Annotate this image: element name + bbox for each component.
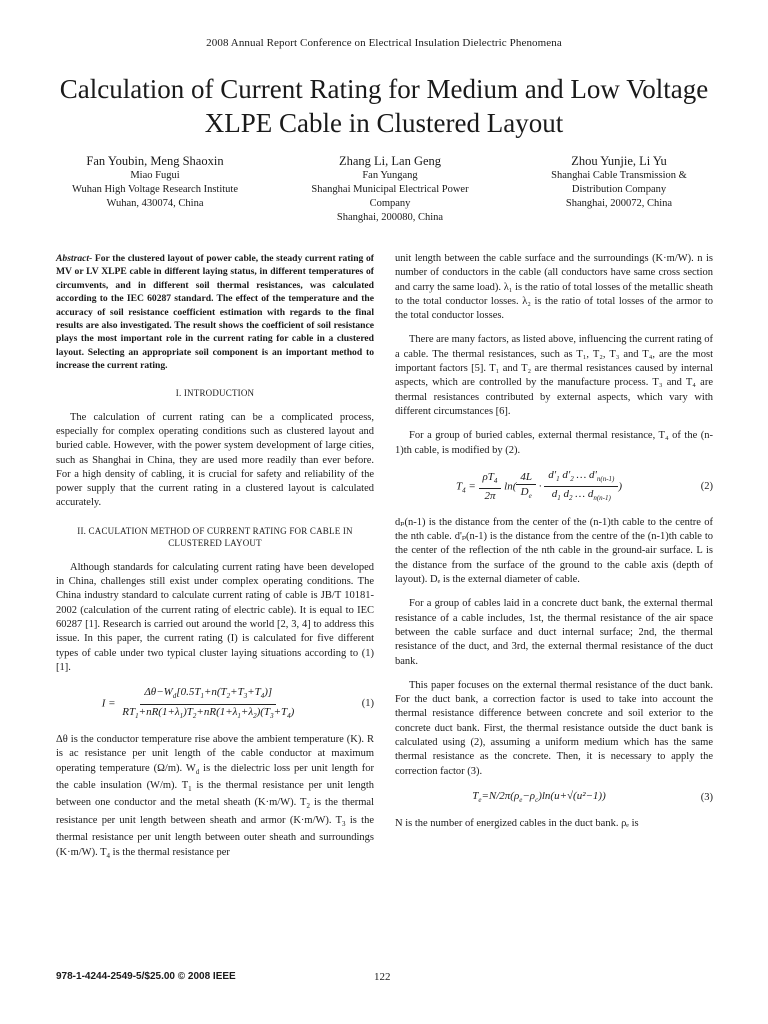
affiliation-line: Wuhan High Voltage Research Institute bbox=[72, 184, 238, 195]
author-names: Fan Youbin, Meng Shaoxin bbox=[86, 154, 224, 168]
affiliation-line: Company bbox=[369, 198, 411, 209]
equation-body: $T_e=N/2\pi(\rho_e-\rho_c)\ln(u+√(u^2-1))$ bbox=[472, 789, 606, 805]
paragraph: Although standards for calculating current rating have been developed in China, challenges still exist under complex operating conditions. The China industry standard to calculate current rating of cable is JB/T 10181-2002 (calculation of the current rating of electric cable). It is equal to IEC 60287 [1]. Research is carried out around the world [2, 3, 4] to address this issue. In this paper, the current rating (I) is calculated for five different types of cable under two typical cluster laying situations according to (1) [1]. bbox=[56, 561, 374, 673]
author-group-3 bbox=[510, 153, 728, 211]
author-line: Miao Fugui bbox=[130, 170, 180, 181]
paragraph: Δθ is the conductor temperature rise above the ambient temperature (K). R is ac resistance per unit length of the cable conductor at maximum operating temperature (Ω/m). $W_d$ is the dielectric loss per unit length for the cable insulation (W/m). $T_1$ is the thermal resistance per unit length between one conductor and the metal sheath (K·m/W). $T_2$ is the thermal resistance per unit length between sheath and armor (K·m/W). $T_3$ is the thermal resistance per unit length between outer sheath and surroundings (K·m/W). $T_4$ is the thermal resistance per bbox=[56, 734, 374, 860]
affiliation-line: Distribution Company bbox=[571, 184, 667, 195]
abstract bbox=[56, 252, 374, 373]
equation-body: I = $\frac{\Delta\theta-W_d[0.5T_1+n(T_2+T_3+T_4)]}{RT_1+nR(1+\lambda_1)T_2+nR(1+\lambda_1+\lambda_2)(T_3+T_4)}$ bbox=[101, 686, 295, 720]
paragraph: dₚ(n-1) is the distance from the center of the (n-1)th cable to the centre of the nth cable. d'ₚ(n-1) is the distance from the centre of the (n-1)th cable to the center of the reflection of the nth cable in the ground-air surface. L is the distance from the surface of the ground to the cable axis (depth of layout). Dₑ is the external diameter of cable. bbox=[395, 516, 713, 586]
equation-number: (2) bbox=[700, 480, 713, 492]
equation-number: (3) bbox=[700, 791, 713, 803]
section-heading-introduction: I. INTRODUCTION bbox=[175, 387, 255, 398]
author-names: Zhou Yunjie, Li Yu bbox=[571, 154, 667, 168]
equation-1 bbox=[56, 685, 374, 723]
right-column bbox=[395, 252, 713, 842]
paragraph: The calculation of current rating can be a complicated process, especially for complex operating conditions such as clustered layout and buried cable. However, with the power system development of large cities, such as Shanghai in China, they are used more readily than ever before. For a high density of cabling, it is crucial for safety and reliability of the power supply that the current rating in a clustered layout is calculated accurately. bbox=[56, 411, 374, 509]
equation-body: $T_4$ = $\frac{\rho T_4}{2\pi}$ ln( $\frac{4L}{D_e}$ · $\frac{d'_1 d'_2 \dots d'_{n(n-1)}}{d_1 d_2 \dots d_{n(n-1)}}$ ) bbox=[455, 468, 623, 503]
paragraph: This paper focuses on the external thermal resistance of the duct bank. For the duct bank, a correction factor is used to take into account the thermal resistance difference between concrete and soil exterior to the concrete duct bank. First, the thermal resistance outside the duct bank is calculated using (2), assuming a uniform medium which has the same thermal resistance as the concrete. Then, it is necessary to apply the correction factor (3). bbox=[395, 679, 713, 777]
paragraph: For a group of cables laid in a concrete duct bank, the external thermal resistance of a cable includes, 1st, the thermal resistance of the air space between the cable surface and duct internal surface; 2nd, the thermal resistance of the duct, and 3rd, the external thermal resistance of the duct bank. bbox=[395, 598, 713, 667]
author-group-2 bbox=[270, 153, 510, 225]
abstract-label: Abstract- bbox=[56, 253, 93, 264]
page-number: 122 bbox=[374, 971, 391, 983]
affiliation-line: Shanghai Cable Transmission & bbox=[551, 170, 687, 181]
paragraph: N is the number of energized cables in the duct bank. ρₑ is bbox=[395, 818, 639, 830]
author-names: Zhang Li, Lan Geng bbox=[338, 154, 442, 168]
paragraph: unit length between the cable surface and the surroundings (K·m/W). n is number of conductors in the cable (all conductors have same cross section and carry the same load). λ₁ is the ratio of total losses of the metallic sheath to the total conductor losses. λ₂ is the ratio of total losses of the armor to the total conductor losses. bbox=[395, 253, 713, 322]
author-line: Fan Yungang bbox=[362, 170, 418, 181]
equation-2 bbox=[395, 468, 713, 506]
equation-3 bbox=[395, 789, 713, 807]
address-line: Wuhan, 430074, China bbox=[106, 198, 204, 209]
address-line: Shanghai, 200080, China bbox=[336, 212, 444, 223]
copyright-footer: 978-1-4244-2549-5/$25.00 © 2008 IEEE bbox=[56, 971, 236, 982]
address-line: Shanghai, 200072, China bbox=[565, 198, 673, 209]
author-block bbox=[40, 153, 728, 233]
abstract-text: For the clustered layout of power cable, the steady current rating of MV or LV XLPE cable in different laying status, in different temperatures of circumvents, and in different soil thermal resistances, was calculated according to the IEC 60287 standard. The effect of the temperature and the accuracy of soil resistance coefficient estimation with regards to the final results are also investigated. The result shows the coefficient of soil resistance plays the most important role in the current rating for cable in a clustered layout. Selecting an appropriate soil component is an important method to increase the current rating. bbox=[56, 253, 374, 372]
equation-number: (1) bbox=[361, 697, 374, 709]
paper-title: Calculation of Current Rating for Medium and Low Voltage XLPE Cable in Clustered Layout bbox=[59, 74, 709, 138]
affiliation-line: Shanghai Municipal Electrical Power bbox=[311, 184, 469, 195]
section-heading-method: II. CACULATION METHOD OF CURRENT RATING FOR CABLE IN CLUSTERED LAYOUT bbox=[77, 525, 353, 548]
conference-header: 2008 Annual Report Conference on Electrical Insulation Dielectric Phenomena bbox=[206, 37, 562, 49]
author-group-1 bbox=[40, 153, 270, 211]
left-column bbox=[56, 252, 374, 873]
paragraph: For a group of buried cables, external thermal resistance, T₄ of the (n-1)th cable, is modified by (2). bbox=[395, 430, 713, 456]
paragraph: There are many factors, as listed above, influencing the current rating of a cable. The thermal resistances, such as T₁, T₂, T₃ and T₄, are the most important factors [5]. T₁ and T₂ are thermal resistances caused by internal aspects, which are controlled by the manufacture process. T₃ and T₄ are thermal resistances contributed by external aspects, which vary with different circumstances [6]. bbox=[395, 334, 713, 417]
